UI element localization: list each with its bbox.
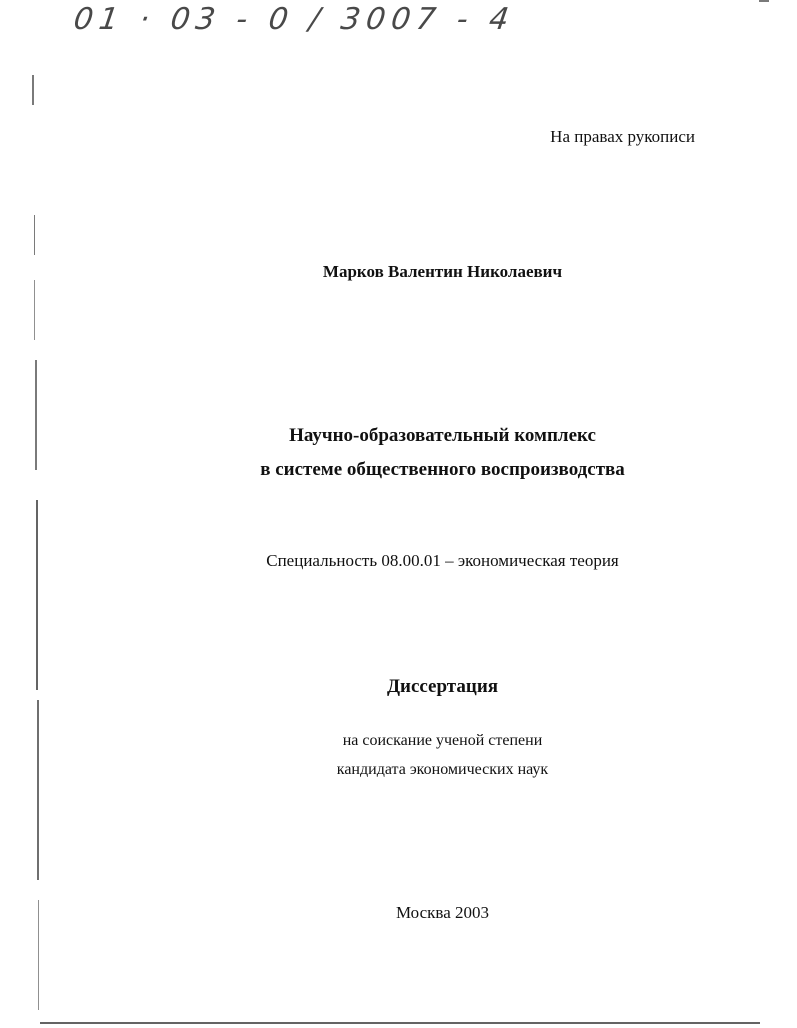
rights-note: На правах рукописи (550, 127, 695, 146)
specialty-line: Специальность 08.00.01 – экономическая теория (266, 551, 619, 570)
scan-artifact (32, 75, 34, 105)
handwritten-archive-number: 01 · 03 - 0 / 3007 - 4 (71, 2, 517, 37)
scan-artifact (38, 900, 39, 1010)
city-year: Москва 2003 (395, 903, 490, 922)
degree-line-1: на соискание ученой степени (342, 732, 543, 749)
scan-artifact (34, 215, 35, 255)
document-type-heading: Диссертация (386, 676, 499, 697)
title-line-2: в системе общественного воспроизводства (260, 459, 625, 480)
scan-artifact (37, 700, 39, 880)
author-name: Марков Валентин Николаевич (322, 262, 563, 281)
scan-artifact (36, 500, 38, 690)
scan-artifact (34, 280, 35, 340)
scan-artifact (35, 360, 37, 470)
degree-line-2: кандидата экономических наук (336, 761, 549, 778)
title-line-1: Научно-образовательный комплекс (289, 425, 596, 446)
scan-bottom-border (40, 1022, 760, 1024)
scan-artifact (759, 0, 769, 2)
